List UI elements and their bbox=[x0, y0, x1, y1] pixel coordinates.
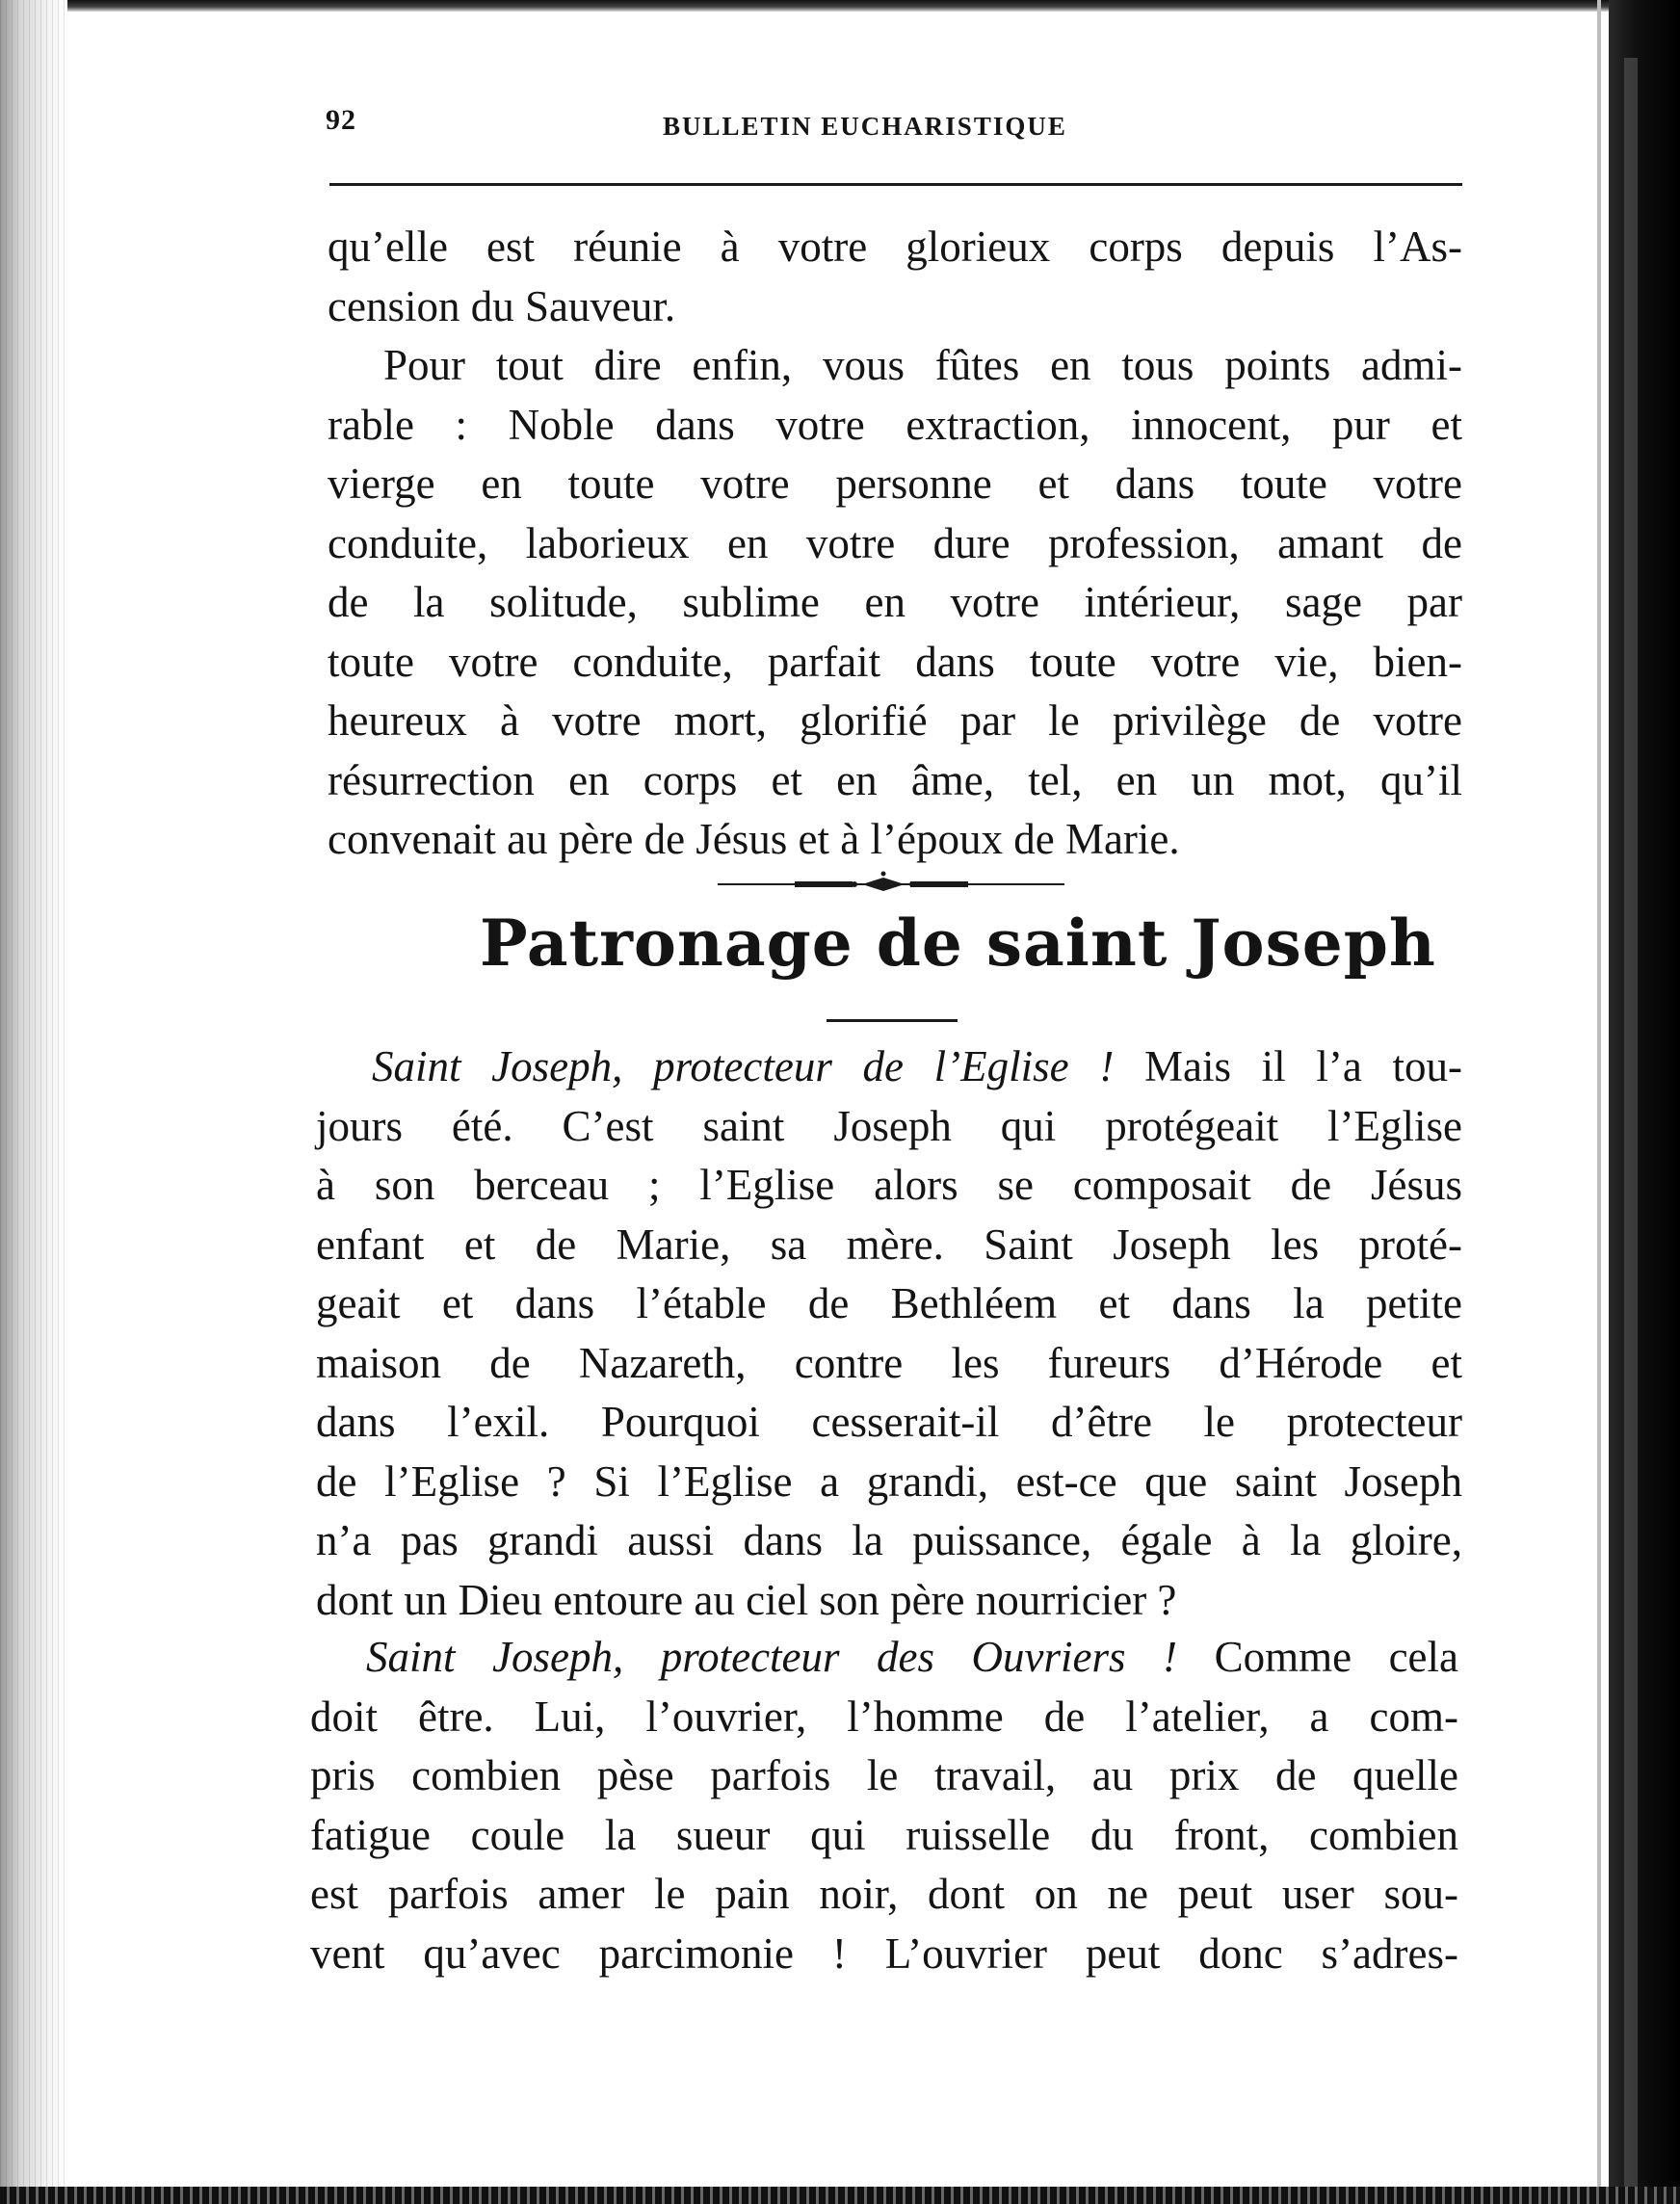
title-rule bbox=[827, 1019, 958, 1022]
running-head: BULLETIN EUCHARISTIQUE bbox=[663, 112, 1067, 141]
text-line: de la solitude, sublime en votre intérieur, sage par bbox=[328, 578, 1462, 626]
scan-bottom-band bbox=[0, 2187, 1680, 2204]
italic-lead: Saint Joseph, protecteur de l’Eglise ! bbox=[372, 1042, 1115, 1090]
text-line: heureux à votre mort, glorifié par le privilège de votre bbox=[328, 696, 1462, 745]
paragraph-protector-workers bbox=[310, 1628, 1458, 1983]
lead-rest: Mais il l’a tou- bbox=[1114, 1042, 1462, 1090]
text-line bbox=[310, 1628, 1458, 1688]
text-line: n’a pas grandi aussi dans la puissance, égale à la gloire, bbox=[316, 1516, 1462, 1564]
paragraph-protector-church bbox=[316, 1037, 1462, 1630]
lead-rest: Comme cela bbox=[1177, 1633, 1458, 1681]
scanner-border-shade bbox=[1624, 58, 1638, 2187]
header-rule bbox=[329, 183, 1462, 186]
paragraph-continuation bbox=[328, 218, 1462, 870]
text-line: dans l’exil. Pourquoi cesserait-il d’être le protecteur bbox=[316, 1398, 1462, 1446]
text-line: à son berceau ; l’Eglise alors se composait de Jésus bbox=[316, 1161, 1462, 1209]
text-line: cension du Sauveur. bbox=[328, 281, 676, 330]
text-line: pris combien pèse parfois le travail, au prix de quelle bbox=[310, 1751, 1458, 1799]
page-stack-left-edge bbox=[0, 0, 67, 2204]
text-line: de l’Eglise ? Si l’Eglise a grandi, est-ce que saint Joseph bbox=[316, 1456, 1462, 1506]
text-line: vent qu’avec parcimonie ! L’ouvrier peut donc s’adres- bbox=[310, 1928, 1458, 1978]
italic-lead: Saint Joseph, protecteur des Ouvriers ! bbox=[366, 1633, 1178, 1681]
text-line: conduite, laborieux en votre dure profession, amant de bbox=[328, 518, 1462, 567]
page-fold-line bbox=[1597, 0, 1601, 2204]
text-line: dont un Dieu entoure au ciel son père nourricier ? bbox=[316, 1575, 1177, 1624]
section-title: Patronage de saint Joseph bbox=[480, 905, 1436, 981]
text-line: enfant et de Marie, sa mère. Saint Joseph les proté- bbox=[316, 1220, 1462, 1269]
text-line bbox=[316, 1037, 1462, 1097]
text-line: doit être. Lui, l’ouvrier, l’homme de l’atelier, a com- bbox=[310, 1692, 1458, 1741]
text-line: Pour tout dire enfin, vous fûtes en tous points admi- bbox=[383, 341, 1462, 389]
text-line: qu’elle est réunie à votre glorieux corps depuis l’As- bbox=[328, 223, 1462, 271]
text-line: convenait au père de Jésus et à l’époux de Marie. bbox=[328, 815, 1180, 863]
text-line: maison de Nazareth, contre les fureurs d’Hérode et bbox=[316, 1338, 1462, 1387]
text-line: résurrection en corps et en âme, tel, en un mot, qu’il bbox=[328, 755, 1462, 804]
page-number: 92 bbox=[326, 104, 356, 136]
scan-top-band bbox=[0, 0, 1680, 12]
text-line: vierge en toute votre personne et dans toute votre bbox=[328, 459, 1462, 508]
ornamental-divider bbox=[718, 871, 1064, 896]
text-line: jours été. C’est saint Joseph qui protégeait l’Eglise bbox=[316, 1101, 1462, 1150]
text-line: toute votre conduite, parfait dans toute votre vie, bien- bbox=[328, 637, 1462, 686]
text-line: geait et dans l’étable de Bethléem et dans la petite bbox=[316, 1279, 1462, 1327]
text-line: rable : Noble dans votre extraction, innocent, pur et bbox=[328, 400, 1462, 449]
text-line: est parfois amer le pain noir, dont on ne peut user sou- bbox=[310, 1870, 1458, 1918]
text-line: fatigue coule la sueur qui ruisselle du front, combien bbox=[310, 1810, 1458, 1859]
scanner-dark-border bbox=[1609, 0, 1680, 2204]
